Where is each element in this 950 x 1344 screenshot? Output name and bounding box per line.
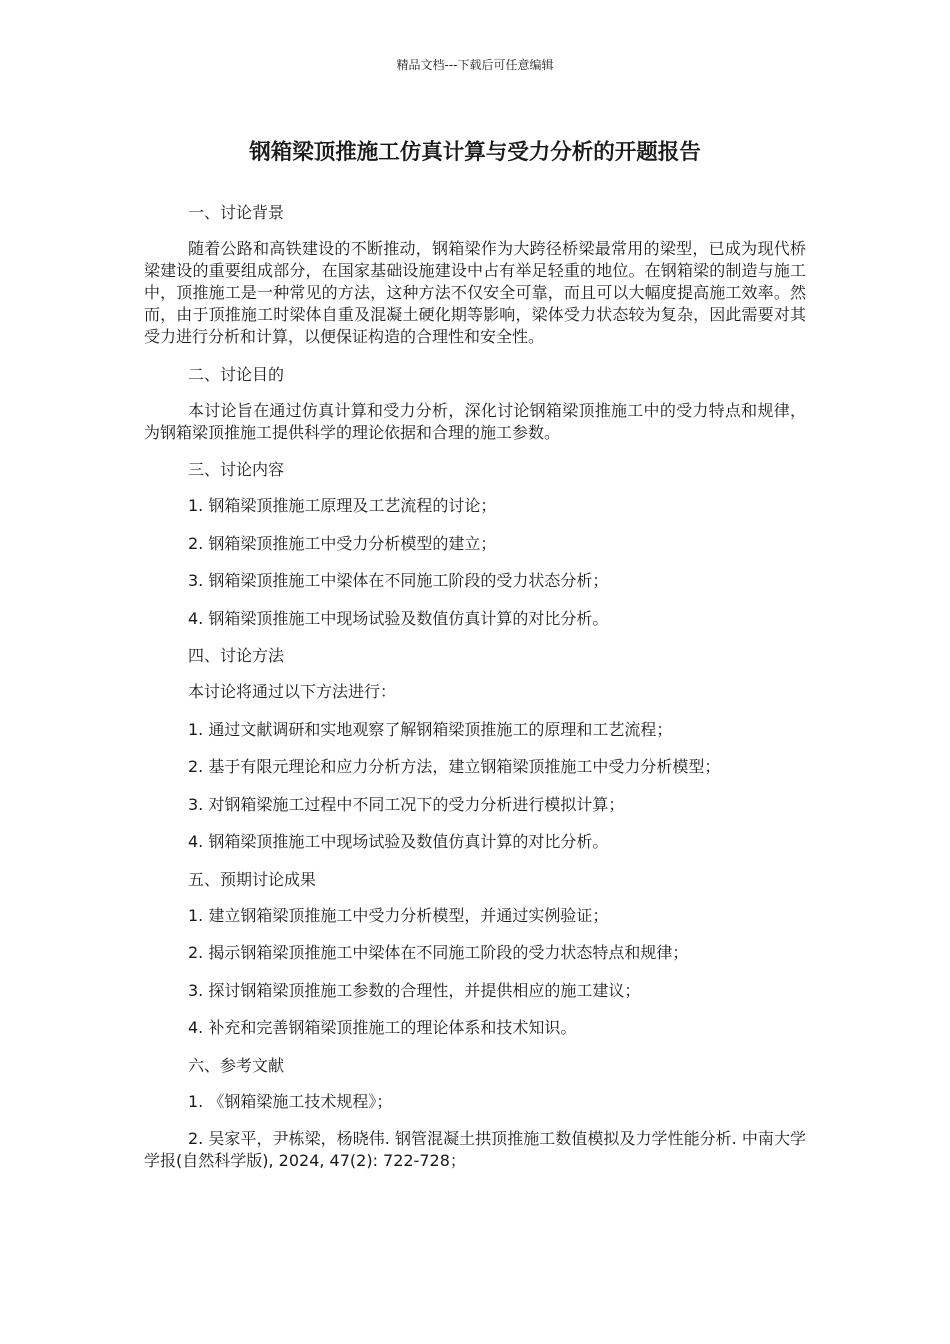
list-item: 3. 对钢箱梁施工过程中不同工况下的受力分析进行模拟计算； bbox=[188, 794, 625, 814]
list-item: 1. 通过文献调研和实地观察了解钢箱梁顶推施工的原理和工艺流程； bbox=[188, 719, 673, 739]
section-heading-method: 四、讨论方法 bbox=[188, 646, 285, 665]
list-item: 1. 建立钢箱梁顶推施工中受力分析模型，并通过实例验证； bbox=[188, 905, 609, 925]
reference-item: 2. 吴家平，尹栋梁，杨晓伟. 钢管混凝土拱顶推施工数值模拟及力学性能分析. 中南大学学报(自然科学版), 2024, 47(2): 722-728； bbox=[144, 1129, 806, 1170]
list-item: 4. 补充和完善钢箱梁顶推施工的理论体系和技术知识。 bbox=[188, 1018, 577, 1037]
section-heading-background: 一、讨论背景 bbox=[188, 203, 285, 222]
list-item: 3. 钢箱梁顶推施工中梁体在不同施工阶段的受力状态分析； bbox=[188, 571, 609, 590]
list-item: 2. 钢箱梁顶推施工中受力分析模型的建立； bbox=[188, 533, 497, 553]
section-heading-results: 五、预期讨论成果 bbox=[188, 869, 317, 889]
reference-item: 1. 《钢箱梁施工技术规程》； bbox=[188, 1091, 393, 1111]
list-item: 2. 揭示钢箱梁顶推施工中梁体在不同施工阶段的受力状态特点和规律； bbox=[188, 943, 689, 962]
list-item: 4. 钢箱梁顶推施工中现场试验及数值仿真计算的对比分析。 bbox=[188, 832, 609, 851]
list-item: 3. 探讨钢箱梁顶推施工参数的合理性，并提供相应的施工建议； bbox=[188, 980, 641, 1000]
header-note: 精品文档---下载后可任意编辑 bbox=[396, 58, 554, 72]
list-item: 4. 钢箱梁顶推施工中现场试验及数值仿真计算的对比分析。 bbox=[188, 608, 609, 628]
paragraph-purpose: 本讨论旨在通过仿真计算和受力分析，深化讨论钢箱梁顶推施工中的受力特点和规律，为钢箱梁顶推施工提供科学的理论依据和合理的施工参数。 bbox=[144, 400, 806, 442]
paragraph-method-intro: 本讨论将通过以下方法进行： bbox=[188, 682, 397, 701]
document-title: 钢箱梁顶推施工仿真计算与受力分析的开题报告 bbox=[249, 140, 701, 165]
section-heading-purpose: 二、讨论目的 bbox=[188, 364, 285, 384]
section-heading-references: 六、参考文献 bbox=[188, 1055, 285, 1075]
list-item: 2. 基于有限元理论和应力分析方法，建立钢箱梁顶推施工中受力分析模型； bbox=[188, 757, 721, 776]
paragraph-background: 随着公路和高铁建设的不断推动，钢箱梁作为大跨径桥梁最常用的梁型，已成为现代桥梁建设的重要组成部分，在国家基础设施建设中占有举足轻重的地位。在钢箱梁的制造与施工中，顶推施工是一种常见的方法，这种方法不仅安全可靠，而且可以大幅度提高施工效率。然而，由于顶推施工时梁体自重及混凝土硬化期等影响，梁体受力状态较为复杂，因此需要对其受力进行分析和计算，以便保证构造的合理性和安全性。 bbox=[144, 239, 806, 346]
document-body bbox=[144, 202, 806, 1188]
list-item: 1. 钢箱梁顶推施工原理及工艺流程的讨论； bbox=[188, 496, 497, 515]
section-heading-content: 三、讨论内容 bbox=[188, 460, 285, 479]
